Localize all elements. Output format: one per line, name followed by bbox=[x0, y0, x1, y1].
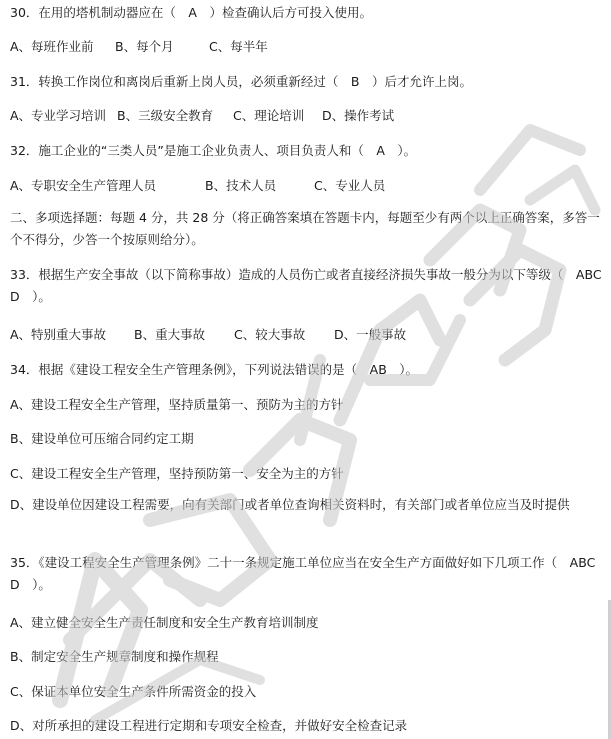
question-34-option-c: C、建设工程安全生产管理，坚持预防第一、安全为主的方针 bbox=[10, 466, 344, 481]
question-32-option-b: B、技术人员 bbox=[205, 178, 277, 193]
question-33-option-a: A、特别重大事故 bbox=[10, 327, 107, 342]
question-33-options bbox=[10, 326, 406, 343]
question-33-option-b: B、重大事故 bbox=[134, 327, 206, 342]
question-30-option-b: B、每个月 bbox=[115, 39, 174, 54]
question-31-option-d: D、操作考试 bbox=[322, 108, 395, 123]
question-34-option-d: D、建设单位因建设工程需要，向有关部门或者单位查询相关资料时，有关部门或者单位应当及时提供 bbox=[10, 497, 570, 512]
question-32-options bbox=[10, 177, 385, 194]
question-35-option-d: D、对所承担的建设工程进行定期和专项安全检查，并做好安全检查记录 bbox=[10, 718, 408, 733]
question-33-option-c: C、较大事故 bbox=[234, 327, 306, 342]
watermark-stroke bbox=[340, 300, 440, 420]
question-31-option-a: A、专业学习培训 bbox=[10, 108, 107, 123]
question-31-options bbox=[10, 107, 394, 124]
question-31-option-b: B、三级安全教育 bbox=[117, 108, 214, 123]
question-35-stem: 35．《建设工程安全生产管理条例》二十一条规定施工单位应当在安全生产方面做好如下几项工作（ ABCD ）。 bbox=[10, 555, 596, 592]
question-34-option-b: B、建设单位可压缩合同约定工期 bbox=[10, 431, 194, 446]
question-30-stem: 30．在用的塔机制动器应在（ A ）检查确认后方可投入使用。 bbox=[10, 5, 372, 20]
section-2-heading: 二、多项选择题：每题 4 分，共 28 分（将正确答案填在答题卡内，每题至少有两个以上正确答案，多答一个不得分，少答一个按原则给分）。 bbox=[10, 210, 600, 247]
question-33-stem: 33．根据生产安全事故（以下简称事故）造成的人员伤亡或者直接经济损失事故一般分为以下等级（ ABCD ）。 bbox=[10, 267, 602, 304]
question-31-stem: 31．转换工作岗位和离岗后重新上岗人员，必须重新经过（ B ）后才允许上岗。 bbox=[10, 74, 472, 89]
question-35-option-a: A、建立健全安全生产责任制度和安全生产教育培训制度 bbox=[10, 615, 319, 630]
question-35-option-c: C、保证本单位安全生产条件所需资金的投入 bbox=[10, 684, 257, 699]
question-35-option-b: B、制定安全生产规章制度和操作规程 bbox=[10, 649, 219, 664]
question-32-stem: 32．施工企业的“三类人员”是施工企业负责人、项目负责人和（ A ）。 bbox=[10, 143, 417, 158]
watermark-stroke bbox=[480, 130, 580, 190]
question-32-option-c: C、专业人员 bbox=[314, 178, 386, 193]
question-30-option-c: C、每半年 bbox=[209, 39, 268, 54]
question-34-option-a: A、建设工程安全生产管理，坚持质量第一、预防为主的方针 bbox=[10, 397, 344, 412]
question-30-options bbox=[10, 38, 268, 55]
question-31-option-c: C、理论培训 bbox=[233, 108, 305, 123]
question-32-option-a: A、专职安全生产管理人员 bbox=[10, 178, 157, 193]
question-30-option-a: A、每班作业前 bbox=[10, 39, 94, 54]
watermark-stroke bbox=[530, 170, 595, 210]
question-33-option-d: D、一般事故 bbox=[334, 327, 407, 342]
question-34-stem: 34．根据《建设工程安全生产管理条例》，下列说法错误的是（ AB ）。 bbox=[10, 362, 419, 377]
